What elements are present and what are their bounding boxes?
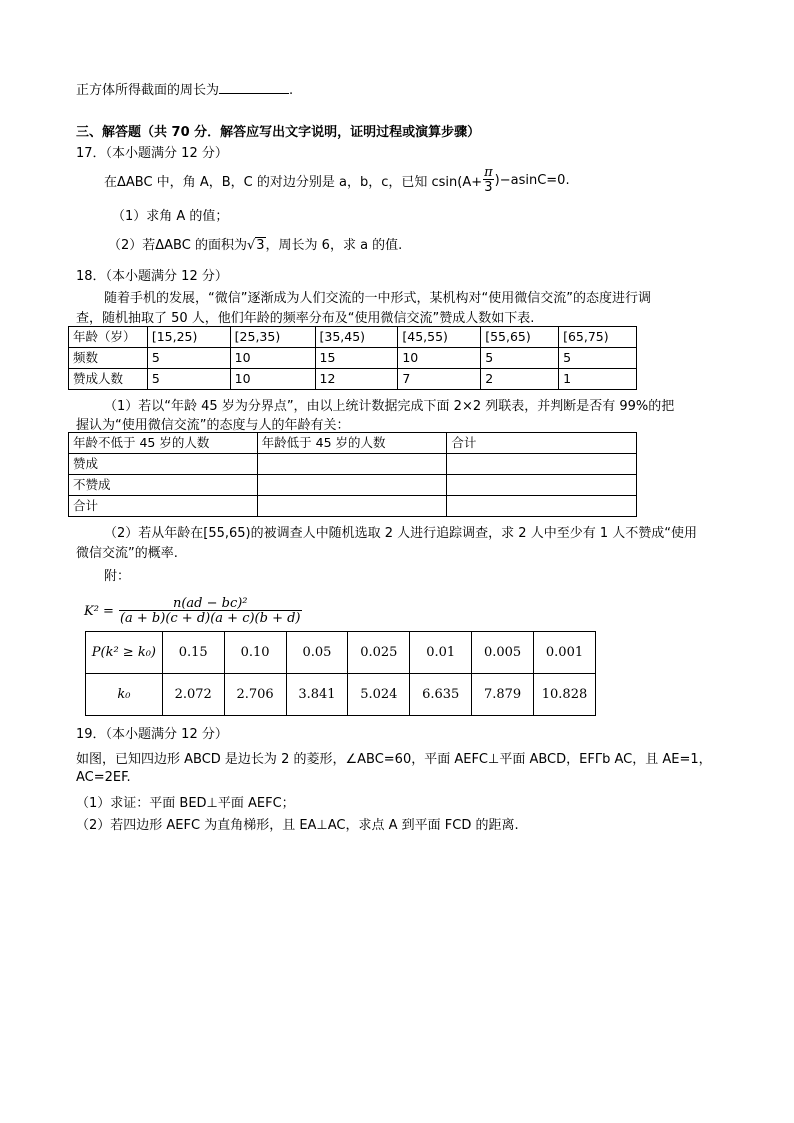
table-cell: [55,65): [481, 327, 559, 348]
table-cell: 0.10: [224, 632, 286, 674]
q19-line2: AC=2EF.: [76, 770, 131, 785]
table-row: [86, 674, 596, 716]
table-cell: 合计: [69, 496, 258, 517]
top-line-text: 正方体所得截面的周长为: [76, 83, 220, 98]
table-row: [69, 496, 637, 517]
table-cell: 10.828: [534, 674, 596, 716]
q18-part1-line1: （1）若以“年龄 45 岁为分界点”，由以上统计数据完成下面 2×2 列联表，并判断是否有 99%的把: [104, 399, 675, 414]
table-cell: 3.841: [286, 674, 348, 716]
table-cell: 10: [398, 348, 481, 369]
table-cell: 12: [315, 369, 398, 390]
table-cell: 0.15: [162, 632, 224, 674]
table-cell: [65,75): [559, 327, 637, 348]
q17-part1: （1）求角 A 的值；: [112, 209, 229, 224]
table-cell: 0.025: [348, 632, 410, 674]
q18-para-line1: 随着手机的发展，“微信”逐渐成为人们交流的一中形式，某机构对“使用微信交流”的态度进行调: [104, 291, 651, 306]
k-squared-formula: [84, 591, 303, 631]
top-line-end: .: [289, 83, 294, 98]
table-cell: 5: [481, 348, 559, 369]
table-row: [86, 632, 596, 674]
q19-header: 19．（本小题满分 12 分）: [76, 727, 228, 742]
contingency-table: [68, 432, 637, 517]
table-cell: 5: [147, 348, 230, 369]
formula-numerator: n(ad − bc)²: [119, 597, 302, 611]
table-cell: 年龄（岁）: [69, 327, 148, 348]
sqrt-3: √3: [246, 238, 265, 253]
table-row: [69, 348, 637, 369]
table-cell: 6.635: [410, 674, 472, 716]
q17-stem-post: )−asinC=0.: [494, 172, 570, 188]
table-cell: [257, 454, 447, 475]
table-cell: 0.001: [534, 632, 596, 674]
sqrt-radicand: 3: [256, 238, 265, 253]
q19-part1: （1）求证：平面 BED⊥平面 AEFC；: [76, 796, 295, 811]
table-cell: 10: [230, 348, 315, 369]
table-cell: 合计: [447, 433, 637, 454]
q18-part2-line1: （2）若从年龄在[55,65)的被调查人中随机选取 2 人进行追踪调查，求 2 人中至少有 1 人不赞成“使用: [104, 526, 697, 541]
q19-part2: （2）若四边形 AEFC 为直角梯形，且 EA⊥AC，求点 A 到平面 FCD 的距离.: [76, 818, 519, 833]
table-cell: [35,45): [315, 327, 398, 348]
table-row: [69, 475, 637, 496]
table-cell: [25,35): [230, 327, 315, 348]
table-cell: 5: [559, 348, 637, 369]
table-cell: 0.01: [410, 632, 472, 674]
table-cell: 年龄低于 45 岁的人数: [257, 433, 447, 454]
table-cell: [15,25): [147, 327, 230, 348]
pi-over-3-fraction: [483, 166, 494, 194]
table-cell: 频数: [69, 348, 148, 369]
q17-part2-pre: （2）若ΔABC 的面积为: [108, 238, 247, 253]
table-row: [69, 327, 637, 348]
table-cell: 2.706: [224, 674, 286, 716]
table-row: [69, 454, 637, 475]
probability-label: P(k² ≥ k₀): [86, 632, 163, 674]
table-cell: 0.005: [472, 632, 534, 674]
table-cell: 不赞成: [69, 475, 258, 496]
q17-stem: [104, 160, 570, 200]
table-cell: 赞成人数: [69, 369, 148, 390]
table-cell: 年龄不低于 45 岁的人数: [69, 433, 258, 454]
table-cell: 0.05: [286, 632, 348, 674]
formula-denominator: (a + b)(c + d)(a + c)(b + d): [119, 611, 301, 626]
table-cell: [45,55): [398, 327, 481, 348]
table-cell: 2: [481, 369, 559, 390]
top-line: [76, 79, 293, 98]
table-cell: [447, 496, 637, 517]
fraction-numerator: π: [484, 165, 493, 180]
table-cell: 10: [230, 369, 315, 390]
table-cell: 1: [559, 369, 637, 390]
table-cell: 7.879: [472, 674, 534, 716]
table-row: [69, 369, 637, 390]
q18-part1-line2: 握认为“使用微信交流”的态度与人的年龄有关：: [76, 418, 350, 433]
table-row: [69, 433, 637, 454]
frequency-table: [68, 326, 637, 390]
table-cell: 赞成: [69, 454, 258, 475]
table-cell: 7: [398, 369, 481, 390]
q17-stem-pre: 在ΔABC 中，角 A，B，C 的对边分别是 a，b，c，已知 csin(A+: [104, 174, 483, 190]
critical-value-table: [85, 631, 596, 716]
table-cell: 5: [147, 369, 230, 390]
q19-line1: 如图，已知四边形 ABCD 是边长为 2 的菱形，∠ABC=60，平面 AEFC⊥平面 ABCD，EFΓb AC，且 AE=1，: [76, 752, 712, 767]
q17-part2: [108, 234, 402, 253]
section-title: 三、解答题（共 70 分．解答应写出文字说明，证明过程或演算步骤）: [76, 125, 481, 140]
table-cell: 15: [315, 348, 398, 369]
table-cell: [257, 496, 447, 517]
table-cell: [447, 475, 637, 496]
formula-lhs: K² =: [84, 603, 114, 619]
appendix-label: 附：: [104, 569, 131, 584]
table-cell: 2.072: [162, 674, 224, 716]
table-cell: [447, 454, 637, 475]
fraction-denominator: 3: [484, 180, 493, 195]
table-cell: [257, 475, 447, 496]
q18-para-line2: 查，随机抽取了 50 人，他们年龄的频率分布及“使用微信交流”赞成人数如下表.: [76, 311, 535, 326]
formula-fraction: [119, 597, 302, 625]
table-cell: 5.024: [348, 674, 410, 716]
answer-blank: [219, 82, 289, 94]
k0-label: k₀: [86, 674, 163, 716]
q18-header: 18．（本小题满分 12 分）: [76, 269, 228, 284]
q18-part2-line2: 微信交流”的概率.: [76, 546, 178, 561]
q17-part2-post: ，周长为 6，求 a 的值.: [265, 238, 403, 253]
q17-header: 17．（本小题满分 12 分）: [76, 146, 228, 161]
